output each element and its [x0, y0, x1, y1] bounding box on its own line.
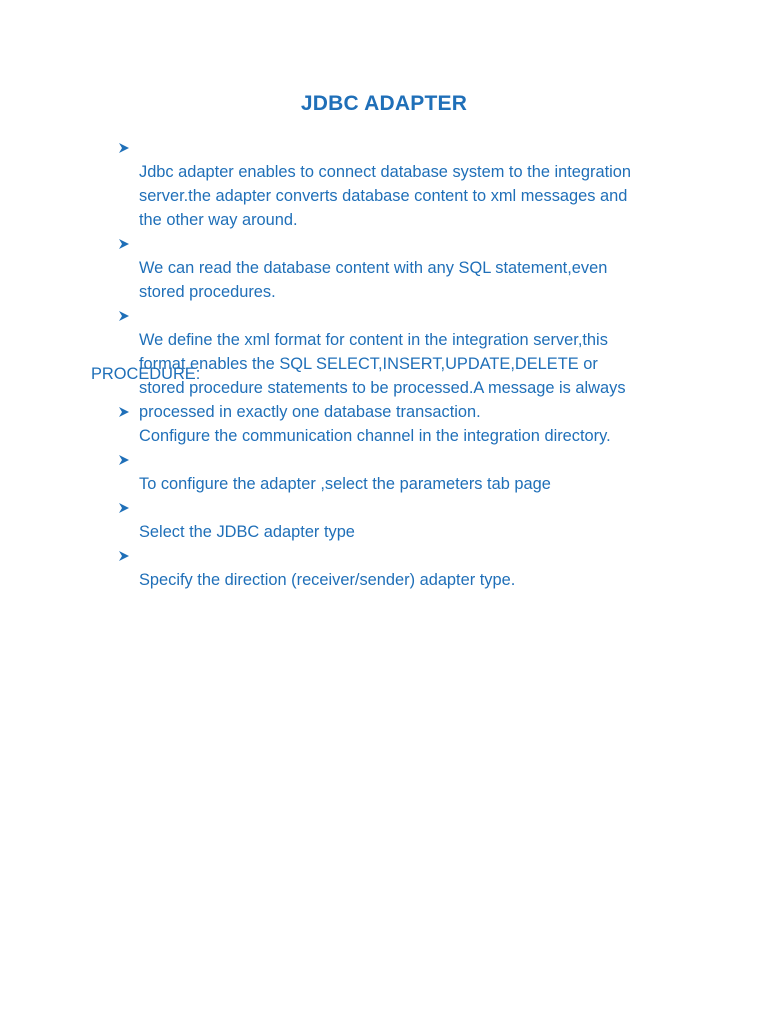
procedure-heading: PROCEDURE: [91, 365, 201, 383]
list-item-text: Specify the direction (receiver/sender) adapter type. [139, 571, 516, 589]
list-item [118, 496, 678, 544]
list-item-text: Select the JDBC adapter type [139, 523, 355, 541]
document-title: JDBC ADAPTER [300, 92, 468, 115]
arrowhead-bullet-icon [118, 400, 132, 424]
procedure-step-list [118, 400, 678, 592]
arrowhead-bullet-icon [118, 496, 132, 520]
arrowhead-bullet-icon [118, 448, 132, 472]
arrowhead-bullet-icon [118, 136, 132, 160]
list-item-text: We define the xml format for content in the integration server,this format enables the SQL SELECT,INSERT,UPDATE,DELETE or stored procedure statements to be processed.A message is always processed in exactly one database transaction. [139, 331, 626, 421]
intro-bullet-list [118, 136, 678, 424]
list-item [118, 400, 678, 448]
list-item-text: Configure the communication channel in the integration directory. [139, 427, 611, 445]
arrowhead-bullet-icon [118, 544, 132, 568]
list-item-text: To configure the adapter ,select the parameters tab page [139, 475, 551, 493]
arrowhead-bullet-icon [118, 304, 132, 328]
list-item [118, 232, 678, 304]
list-item-text: We can read the database content with any SQL statement,even stored procedures. [139, 259, 608, 301]
list-item [118, 448, 678, 496]
arrowhead-bullet-icon [118, 232, 132, 256]
list-item-text: Jdbc adapter enables to connect database system to the integration server.the adapter converts database content to xml messages and the other way around. [139, 163, 632, 229]
list-item [118, 544, 678, 592]
list-item [118, 136, 678, 232]
